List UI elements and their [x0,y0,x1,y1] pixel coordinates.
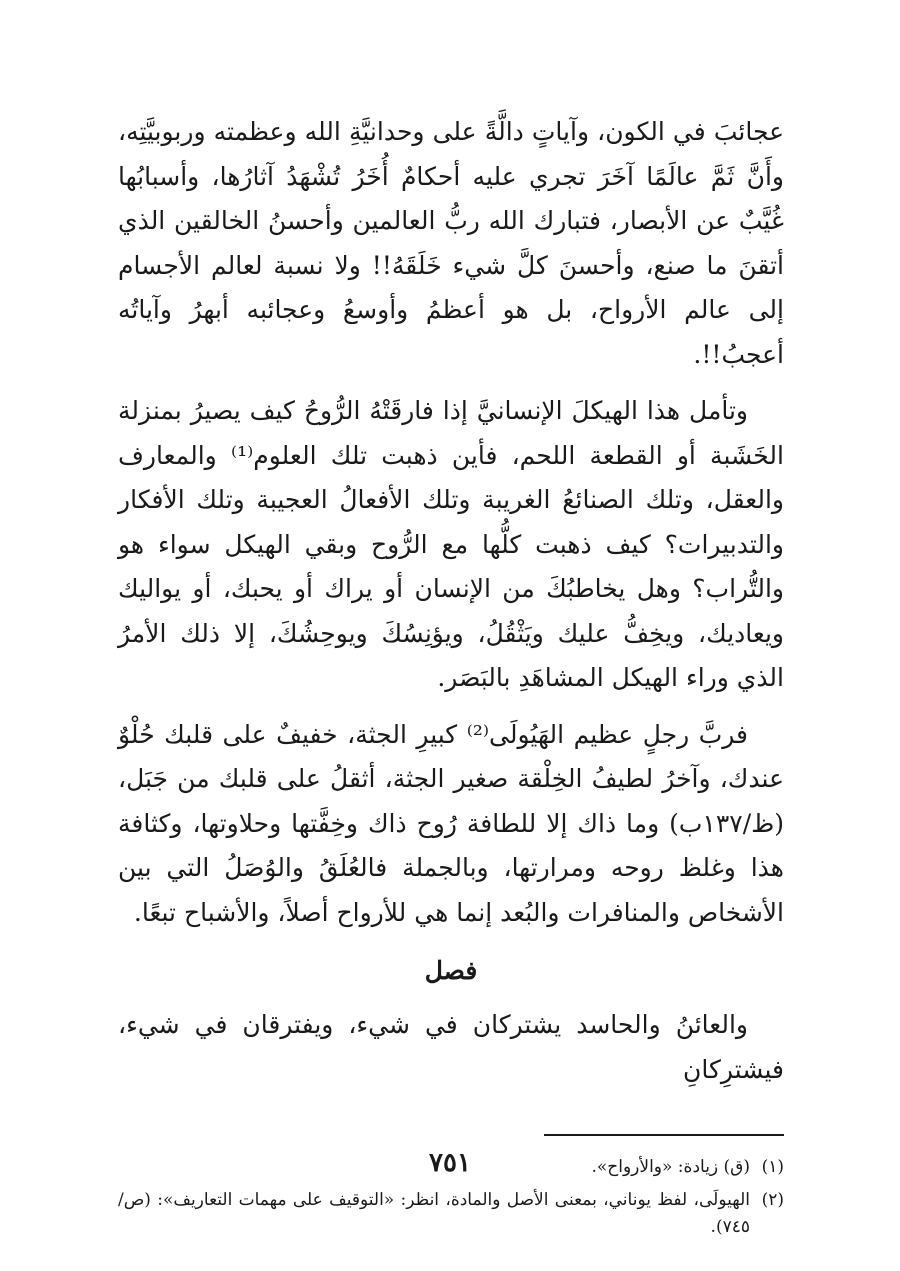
book-page [118,110,784,1250]
footnote-text: الهيولَى، لفظ يوناني، بمعنى الأصل والمادة، انظر: «التوقيف على مهمات التعاريف»: (ص/٧٤٥). [118,1190,750,1237]
footnote-number: (٢) [761,1190,784,1210]
footnote-text: (ق) زيادة: «والأرواح». [591,1157,750,1177]
paragraph-2: وتأمل هذا الهيكلَ الإنسانيَّ إذا فارقَتْهُ الرُّوحُ كيف يصيرُ بمنزلة الخَشَبة أو القطعة اللحم، فأين ذهبت تلك العلوم⁽¹⁾ والمعارف والعقل، وتلك الصنائعُ الغريبة وتلك الأفعالُ العجيبة وتلك الأفكار والتدبيرات؟ كيف ذهبت كلُّها مع الرُّوح وبقي الهيكل سواء هو والتُّراب؟ وهل يخاطبُكَ من الإنسان أو يراك أو يحبك، أو يواليك ويعاديك، ويخِفُّ عليك ويَثْقُلُ، ويؤنِسُكَ ويوحِشُكَ، إلا ذلك الأمرُ الذي وراء الهيكل المشاهَدِ بالبَصَر. [118,396,784,692]
paragraph-4: والعائنُ والحاسد يشتركان في شيء، ويفترقان في شيء، فيشترِكانِ [118,1010,784,1084]
footnote-number: (١) [761,1157,784,1177]
footnote-divider [544,1134,784,1136]
page-number: ٧٥١ [429,1148,471,1178]
paragraph-1: عجائبَ في الكون، وآياتٍ دالَّةً على وحدانيَّةِ الله وعظمته وربوبيَّتِه، وأَنَّ ثَمَّ عالَمًا آخَرَ تجري عليه أحكامٌ أُخَرُ تُشْهَدُ آثارُها، وأسبابُها غُيَّبٌ عن الأبصار، فتبارك الله ربُّ العالمين وأحسنُ الخالقين الذي أتقنَ ما صنع، وأحسنَ كلَّ شيء خَلَقَهُ!! ولا نسبة لعالم الأجسام إلى عالم الأرواح، بل هو أعظمُ وأوسعُ وعجائبه أبهرُ وآياتُه أعجبُ!!. [118,117,784,369]
footnote-2 [118,1187,784,1241]
paragraph-3: فربَّ رجلٍ عظيم الهَيُولَى⁽²⁾ كبيرِ الجثة، خفيفٌ على قلبك حُلْوٌ عندك، وآخرُ لطيفُ الخِلْقة صغير الجثة، أثقلُ على قلبك من جَبَل، (ظ/١٣٧ب) وما ذاك إلا للطافة رُوح ذاك وخِفَّتها وحلاوتها، وكثافة هذا وغلظ روحه ومرارتها، وبالجملة فالعُلَقُ والوُصَلُ التي بين الأشخاص والمنافرات والبُعد إنما هي للأرواح أصلاً، والأشباح تبعًا. [118,719,784,927]
section-heading: فصل [424,956,478,985]
